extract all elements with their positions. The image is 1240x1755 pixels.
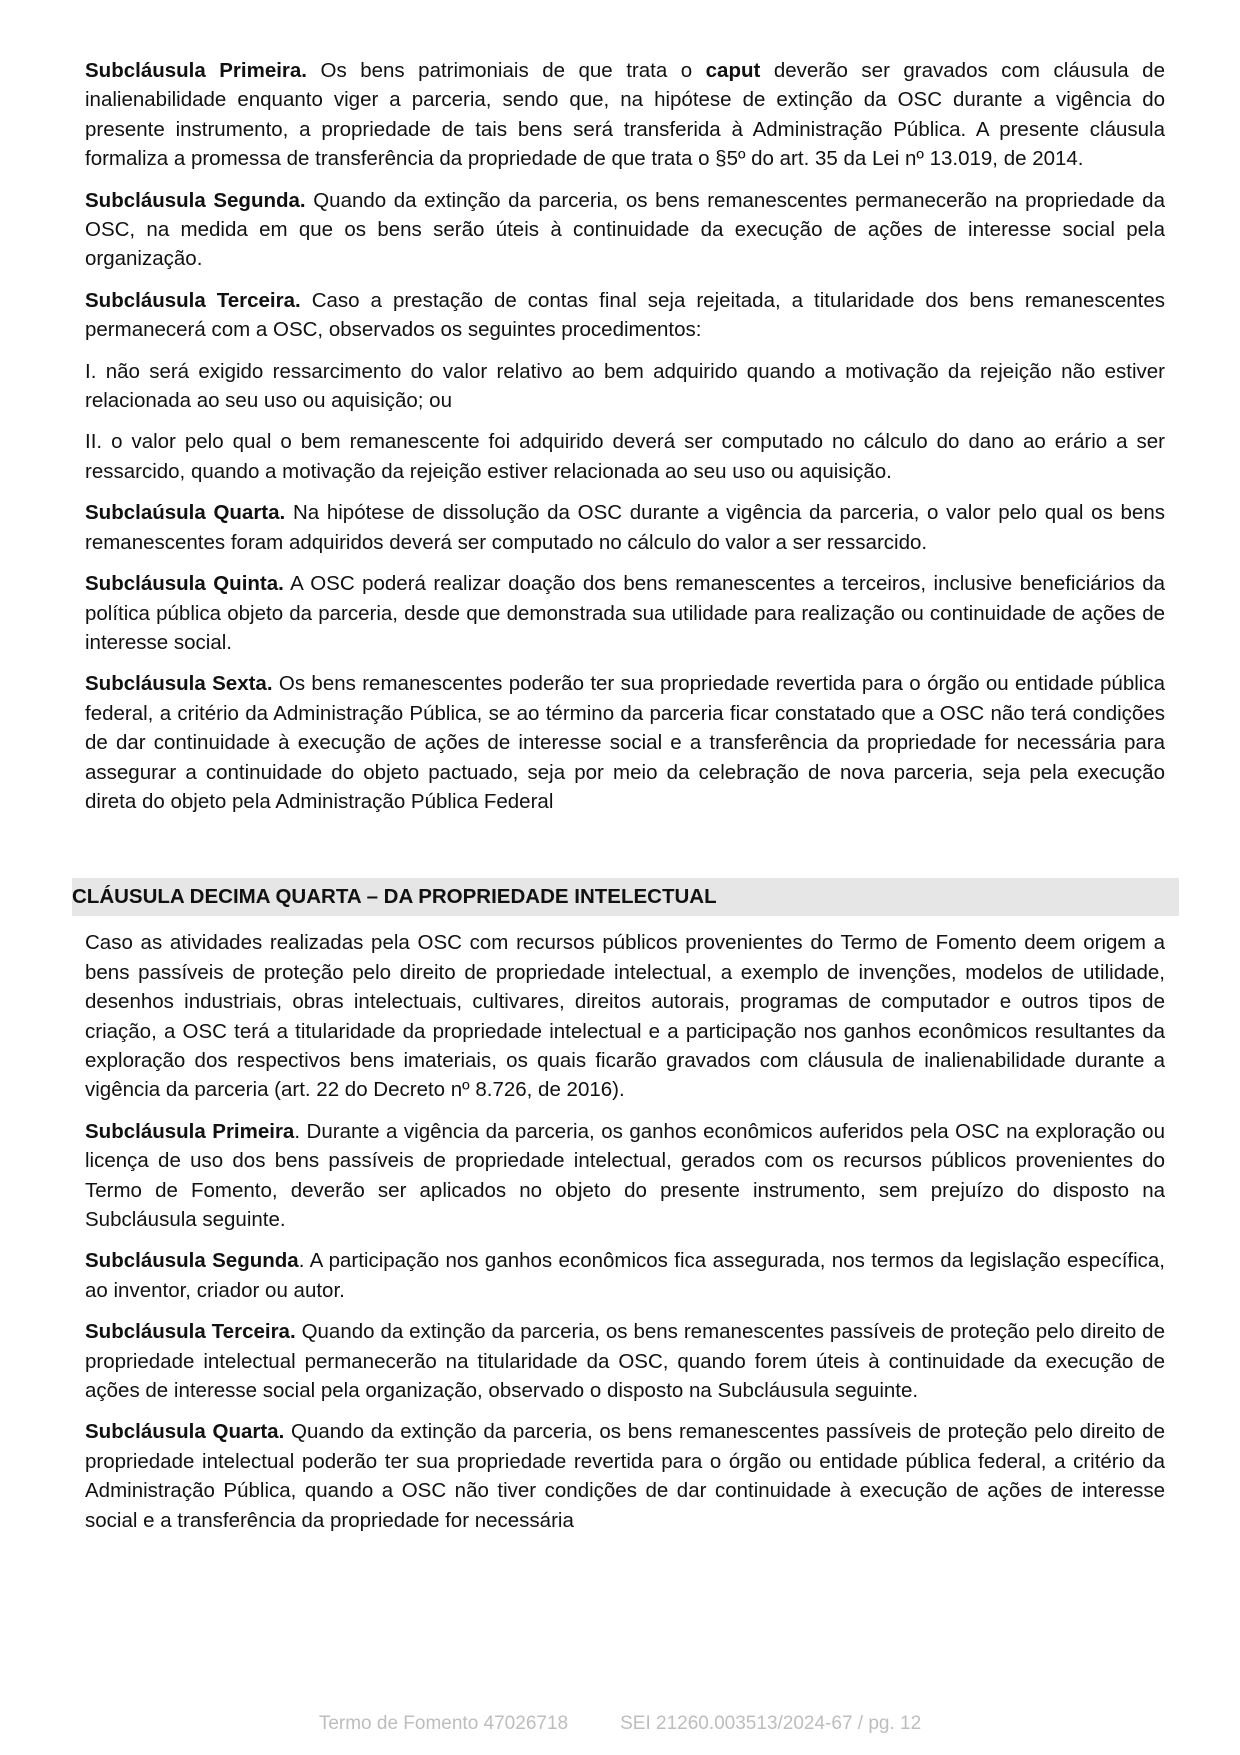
- caput-term: caput: [705, 59, 761, 82]
- footer-sei-page: SEI 21260.003513/2024-67 / pg. 12: [620, 1713, 922, 1734]
- subclause-label: Subcláusula Segunda: [85, 1249, 299, 1273]
- subclause-text: Quando da extinção da parceria, os bens remanescentes permanecerão na propriedade da OSC, na medida em que os bens serão úteis à continuidade da execução de ações de interesse social pela organização.: [85, 188, 1165, 271]
- subclause-label: Subcláusula Quinta.: [85, 572, 284, 596]
- subclause-label: Subcláusula Primeira: [85, 1119, 295, 1143]
- document-body: [72, 56, 1165, 1547]
- subclause-text: Os bens remanescentes poderão ter sua propriedade revertida para o órgão ou entidade pública federal, a critério da Administração Pública, se ao término da parceria ficar constatado que a OSC não terá condições de dar continuidade à execução de ações de interesse social e a transferência da propriedade for necessária para assegurar a continuidade do objeto pactuado, seja por meio da celebração de nova parceria, seja pela execução direta do objeto pela Administração Pública Federal: [85, 672, 1165, 813]
- subclause-text: . Durante a vigência da parceria, os ganhos econômicos auferidos pela OSC na exploração ou licença de uso dos bens passíveis de propriedade intelectual, gerados com os recursos públicos provenientes do Termo de Fomento, deverão ser aplicados no objeto do presente instrumento, sem prejuízo do disposto na Subcláusula seguinte.: [85, 1119, 1165, 1231]
- subclause-label: Subcláusula Quarta.: [85, 1420, 285, 1444]
- page-footer: [0, 1713, 1240, 1735]
- subclause-text: Quando da extinção da parceria, os bens remanescentes passíveis de proteção pelo direito de propriedade intelectual poderão ter sua propriedade revertida para o órgão ou entidade pública federal, a critério da Administração Pública, quando a OSC não tiver condições de dar continuidade à execução de ações de interesse social e a transferência da propriedade for necessária: [85, 1420, 1165, 1532]
- subclause-third: [85, 286, 1165, 345]
- subclause-text: deverão ser gravados com cláusula de inalienabilidade enquanto viger a parceria, sendo que, na hipótese de extinção da OSC durante a vigência do presente instrumento, a propriedade de tais bens será transferida à Administração Pública. A presente cláusula formaliza a promessa de transferência da propriedade de que trata o §5º do art. 35 da Lei nº 13.019, de 2014.: [85, 59, 1165, 171]
- subclause-fifth: [85, 569, 1165, 657]
- clause-heading-text: CLÁUSULA DECIMA QUARTA – DA PROPRIEDADE INTELECTUAL: [72, 885, 717, 909]
- list-item-i: I. não será exigido ressarcimento do valor relativo ao bem adquirido quando a motivação da rejeição não estiver relacionada ao seu uso ou aquisição; ou: [85, 359, 1165, 413]
- subclause-second: [85, 186, 1165, 274]
- clause-intro: Caso as atividades realizadas pela OSC com recursos públicos provenientes do Termo de Fomento deem origem a bens passíveis de proteção pelo direito de propriedade intelectual, a exemplo de invenções, modelos de utilidade, desenhos industriais, obras intelectuais, cultivares, direitos autorais, programas de computador e outros tipos de criação, a OSC terá a titularidade da propriedade intelectual e a participação nos ganhos econômicos resultantes da exploração dos respectivos bens imateriais, os quais ficarão gravados com cláusula de inalienabilidade durante a vigência da parceria (art. 22 do Decreto nº 8.726, de 2016).: [85, 931, 1165, 1102]
- clause-heading: [72, 878, 1179, 916]
- section-spacer: [85, 828, 1165, 878]
- subclause-label: Subclaúsula Quarta.: [85, 501, 286, 525]
- ip-subclause-first: [85, 1117, 1165, 1235]
- ip-subclause-second: [85, 1246, 1165, 1305]
- ip-subclause-fourth: [85, 1417, 1165, 1535]
- subclause-sixth: [85, 669, 1165, 816]
- subclause-first: [85, 56, 1165, 174]
- ip-subclause-third: [85, 1317, 1165, 1405]
- subclause-label: Subcláusula Segunda.: [85, 188, 306, 212]
- subclause-label: Subcláusula Sexta.: [85, 672, 273, 696]
- subclause-fourth: [85, 498, 1165, 557]
- subclause-text: A OSC poderá realizar doação dos bens remanescentes a terceiros, inclusive beneficiários da política pública objeto da parceria, desde que demonstrada sua utilidade para realização ou continuidade de ações de interesse social.: [85, 572, 1165, 654]
- subclause-text: . A participação nos ganhos econômicos fica assegurada, nos termos da legislação específica, ao inventor, criador ou autor.: [85, 1249, 1165, 1302]
- list-item-ii: II. o valor pelo qual o bem remanescente foi adquirido deverá ser computado no cálculo do dano ao erário a ser ressarcido, quando a motivação da rejeição estiver relacionada ao seu uso ou aquisição.: [85, 430, 1165, 483]
- subclause-text: Os bens patrimoniais de que trata o: [307, 59, 706, 82]
- footer-document-id: Termo de Fomento 47026718: [318, 1713, 569, 1734]
- subclause-label: Subcláusula Primeira.: [85, 59, 308, 82]
- subclause-text: Na hipótese de dissolução da OSC durante a vigência da parceria, o valor pelo qual os bens remanescentes foram adquiridos deverá ser computado no cálculo do valor a ser ressarcido.: [85, 501, 1165, 554]
- subclause-text: Quando da extinção da parceria, os bens remanescentes passíveis de proteção pelo direito de propriedade intelectual permanecerão na titularidade da OSC, quando forem úteis à continuidade da execução de ações de interesse social pela organização, observado o disposto na Subcláusula seguinte.: [85, 1320, 1165, 1403]
- subclause-label: Subcláusula Terceira.: [85, 1320, 296, 1344]
- subclause-label: Subcláusula Terceira.: [85, 288, 301, 312]
- subclause-text: Caso a prestação de contas final seja rejeitada, a titularidade dos bens remanescentes permanecerá com a OSC, observados os seguintes procedimentos:: [85, 288, 1165, 342]
